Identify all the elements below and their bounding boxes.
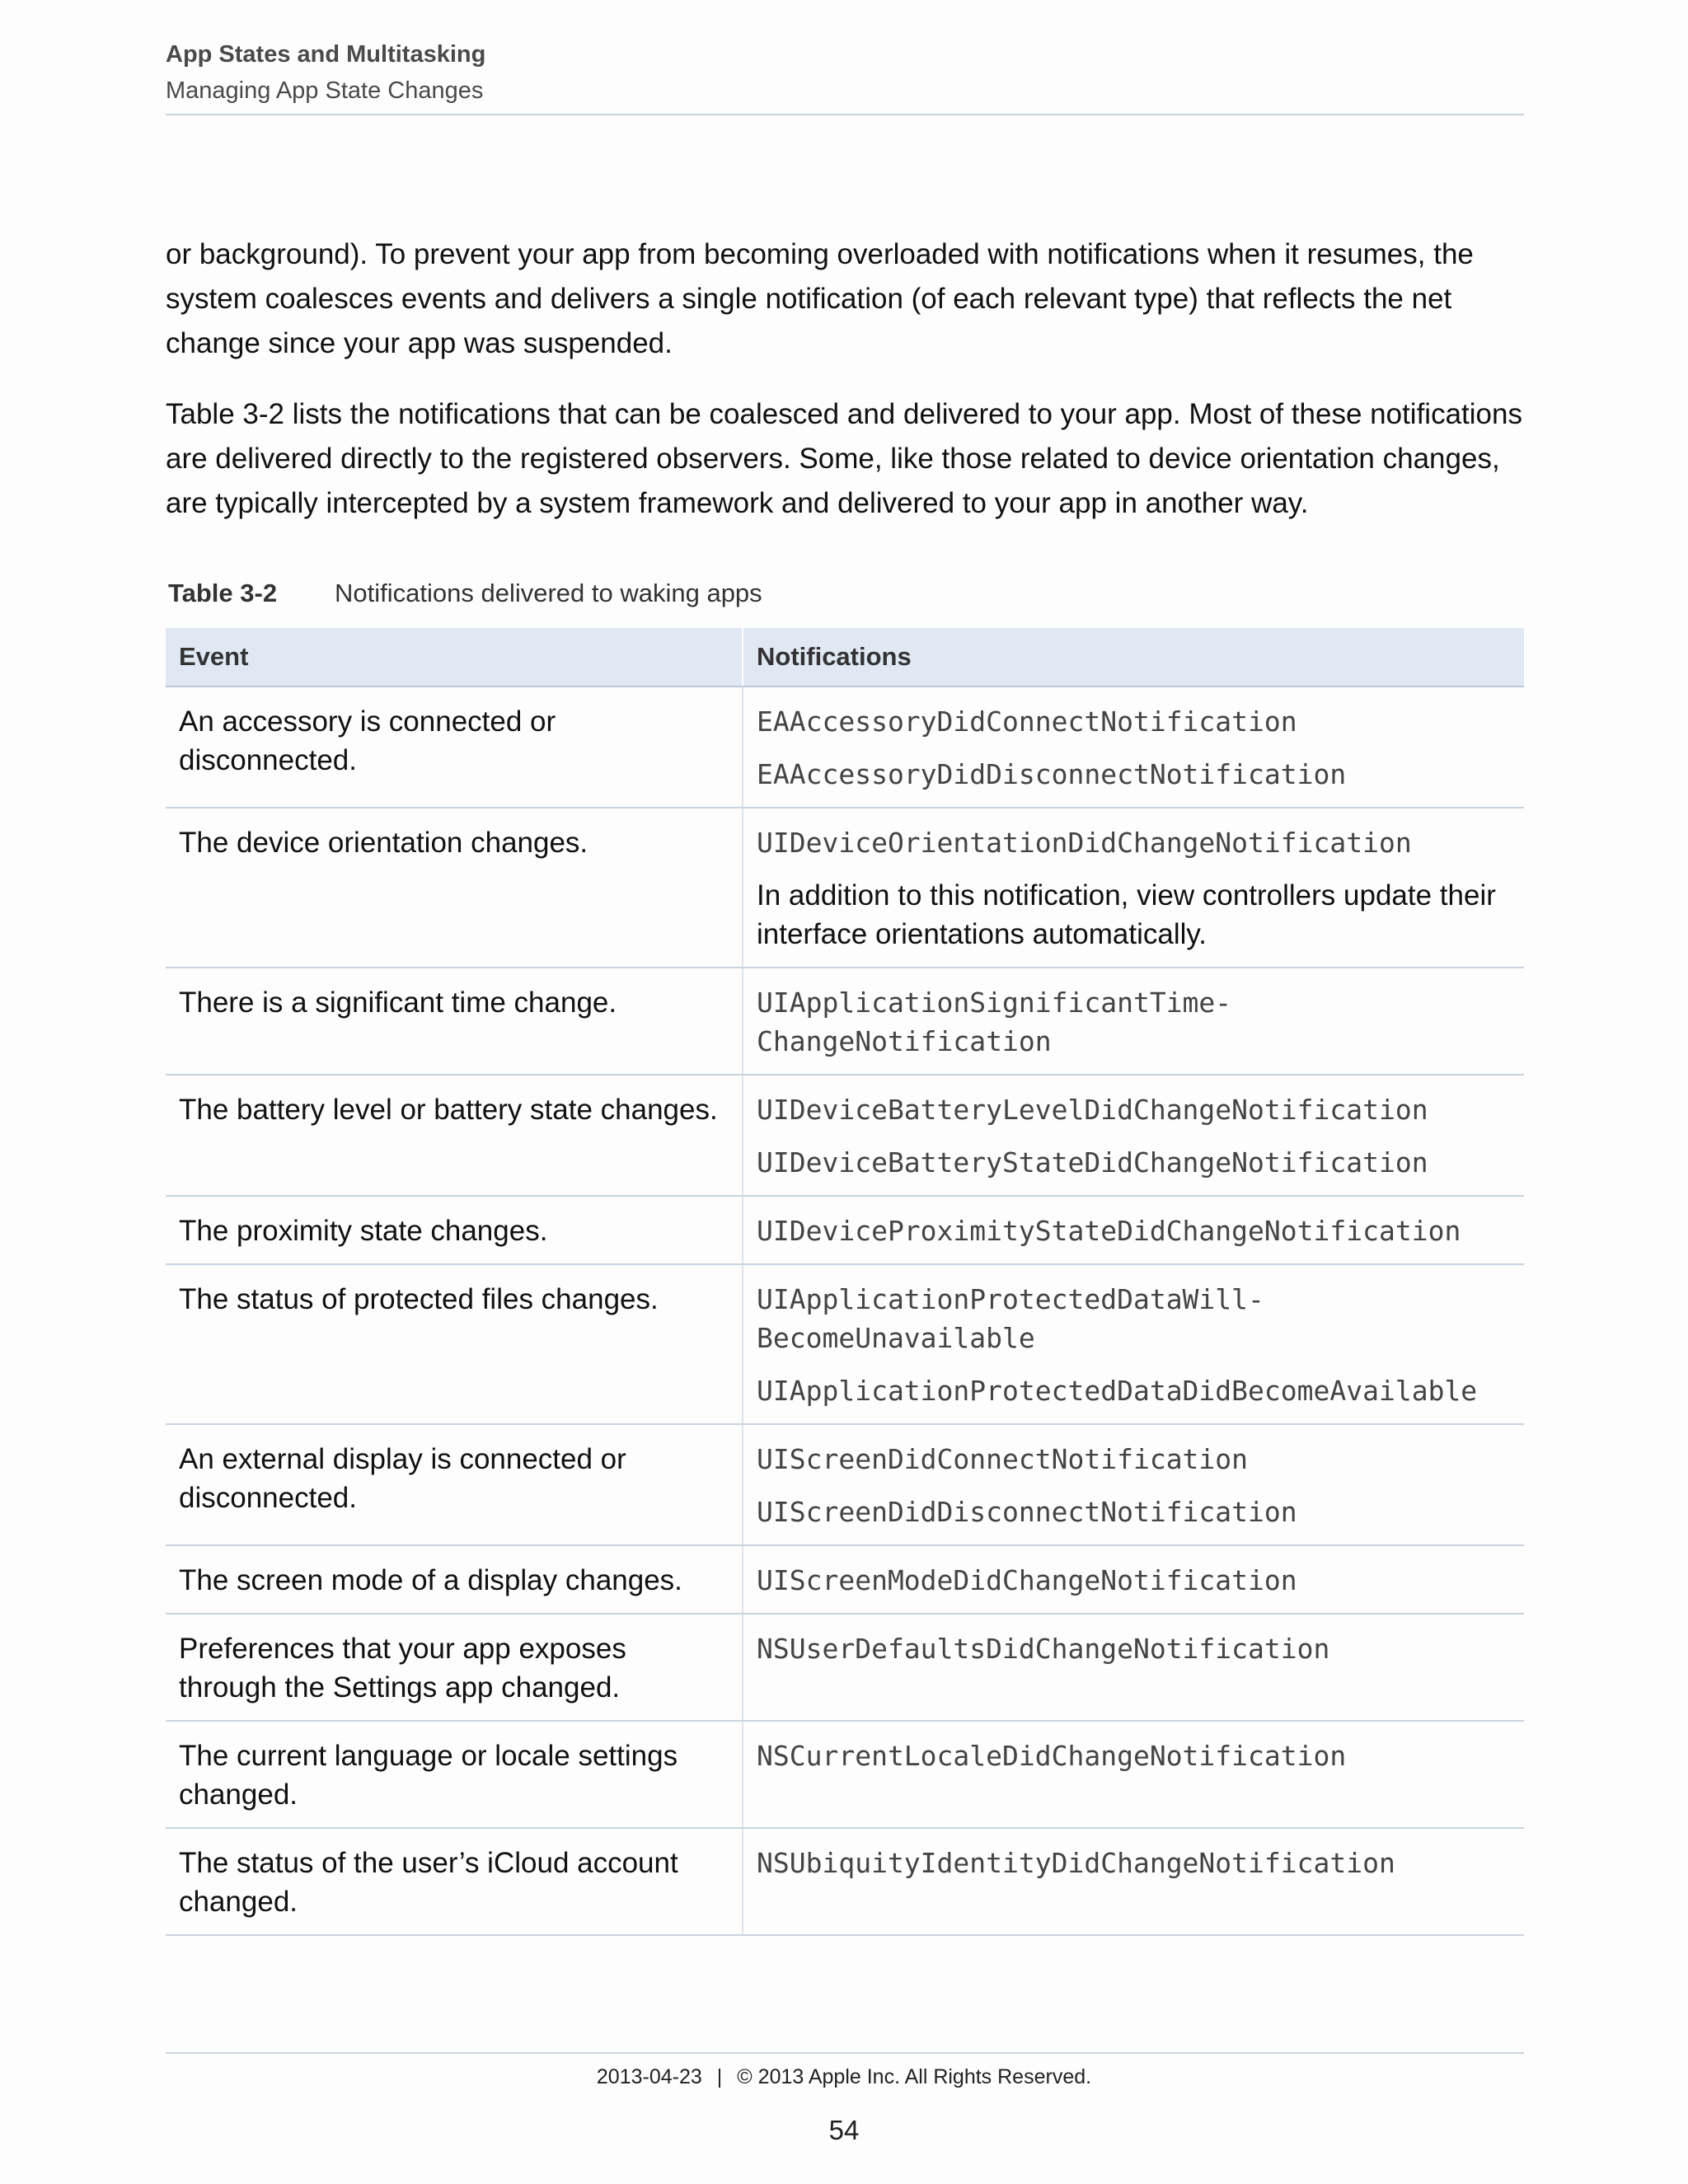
notification-name: UIDeviceProximityStateDidChangeNotification xyxy=(757,1215,1461,1247)
event-cell: The status of the user’s iCloud account changed. xyxy=(166,1828,743,1935)
event-cell: The screen mode of a display changes. xyxy=(166,1545,743,1614)
notifications-cell xyxy=(743,1721,1524,1828)
notification-name: EAAccessoryDidConnectNotification xyxy=(757,705,1297,738)
table-row xyxy=(166,1721,1524,1828)
notifications-cell xyxy=(743,968,1524,1075)
notification-name: UIScreenDidDisconnectNotification xyxy=(757,1496,1297,1528)
notifications-cell xyxy=(743,1196,1524,1264)
table-number: Table 3-2 xyxy=(168,579,278,607)
column-header-notifications: Notifications xyxy=(743,628,1524,687)
footer-separator: | xyxy=(716,2065,723,2088)
table-header-row xyxy=(166,628,1524,687)
notifications-cell xyxy=(743,1828,1524,1935)
table-row xyxy=(166,1545,1524,1614)
body-text xyxy=(166,232,1526,552)
column-header-event: Event xyxy=(166,628,743,687)
notifications-cell xyxy=(743,808,1524,968)
notification-name: UIApplicationProtectedDataWill- BecomeUnavailable xyxy=(757,1283,1264,1354)
event-cell: An accessory is connected or disconnected. xyxy=(166,687,743,808)
event-cell: The device orientation changes. xyxy=(166,808,743,968)
notification-name: UIApplicationSignificantTime- ChangeNotification xyxy=(757,987,1232,1057)
event-cell: Preferences that your app exposes through the Settings app changed. xyxy=(166,1614,743,1721)
notification-name: NSCurrentLocaleDidChangeNotification xyxy=(757,1740,1347,1772)
table-body xyxy=(166,687,1524,1935)
event-cell: The battery level or battery state changes. xyxy=(166,1075,743,1196)
notifications-cell xyxy=(743,1424,1524,1545)
table-row xyxy=(166,968,1524,1075)
event-cell: The proximity state changes. xyxy=(166,1196,743,1264)
notification-name: UIDeviceBatteryStateDidChangeNotification xyxy=(757,1146,1428,1179)
notifications-cell xyxy=(743,1545,1524,1614)
notification-name: UIApplicationProtectedDataDidBecomeAvailable xyxy=(757,1375,1478,1407)
notifications-cell xyxy=(743,1264,1524,1424)
table-row xyxy=(166,1828,1524,1935)
running-header xyxy=(166,40,1524,105)
event-cell: The status of protected files changes. xyxy=(166,1264,743,1424)
paragraph: Table 3-2 lists the notifications that can be coalesced and delivered to your app. Most of these notifications are delivered directly to the registered observers. Some, like those related to device orientation changes, are typically intercepted by a system framework and delivered to your app in another way. xyxy=(166,398,1522,519)
table-row xyxy=(166,1196,1524,1264)
paragraph: or background). To prevent your app from becoming overloaded with notifications when it resumes, the system coalesces events and delivers a single notification (of each relevant type) that reflects the net change since your app was suspended. xyxy=(166,238,1474,359)
footer-date: 2013-04-23 xyxy=(596,2065,702,2088)
table-row xyxy=(166,808,1524,968)
event-cell: An external display is connected or disconnected. xyxy=(166,1424,743,1545)
table-caption xyxy=(168,577,762,610)
table-row xyxy=(166,1264,1524,1424)
notification-name: EAAccessoryDidDisconnectNotification xyxy=(757,758,1347,790)
notification-name: UIScreenDidConnectNotification xyxy=(757,1443,1249,1475)
table-title: Notifications delivered to waking apps xyxy=(335,579,762,607)
notification-name: UIScreenModeDidChangeNotification xyxy=(757,1564,1297,1596)
notification-name: NSUserDefaultsDidChangeNotification xyxy=(757,1633,1330,1665)
table-row xyxy=(166,1075,1524,1196)
notifications-table xyxy=(166,628,1524,1936)
footer-divider xyxy=(166,2052,1524,2054)
notifications-cell xyxy=(743,687,1524,808)
notification-name: UIDeviceOrientationDidChangeNotification xyxy=(757,827,1412,859)
notification-name: UIDeviceBatteryLevelDidChangeNotification xyxy=(757,1094,1428,1126)
event-cell: The current language or locale settings changed. xyxy=(166,1721,743,1828)
notifications-cell xyxy=(743,1614,1524,1721)
notification-note: In addition to this notification, view controllers update their interface orientations automatically. xyxy=(757,879,1496,950)
table-row xyxy=(166,1424,1524,1545)
footer xyxy=(0,2065,1688,2089)
notification-name: NSUbiquityIdentityDidChangeNotification xyxy=(757,1847,1395,1879)
notifications-cell xyxy=(743,1075,1524,1196)
table-row xyxy=(166,687,1524,808)
footer-copyright: © 2013 Apple Inc. All Rights Reserved. xyxy=(737,2065,1092,2088)
table-row xyxy=(166,1614,1524,1721)
page-number: 54 xyxy=(828,2115,860,2145)
section-title: Managing App State Changes xyxy=(166,77,484,104)
header-divider xyxy=(166,114,1524,115)
event-cell: There is a significant time change. xyxy=(166,968,743,1075)
chapter-title: App States and Multitasking xyxy=(166,41,486,68)
